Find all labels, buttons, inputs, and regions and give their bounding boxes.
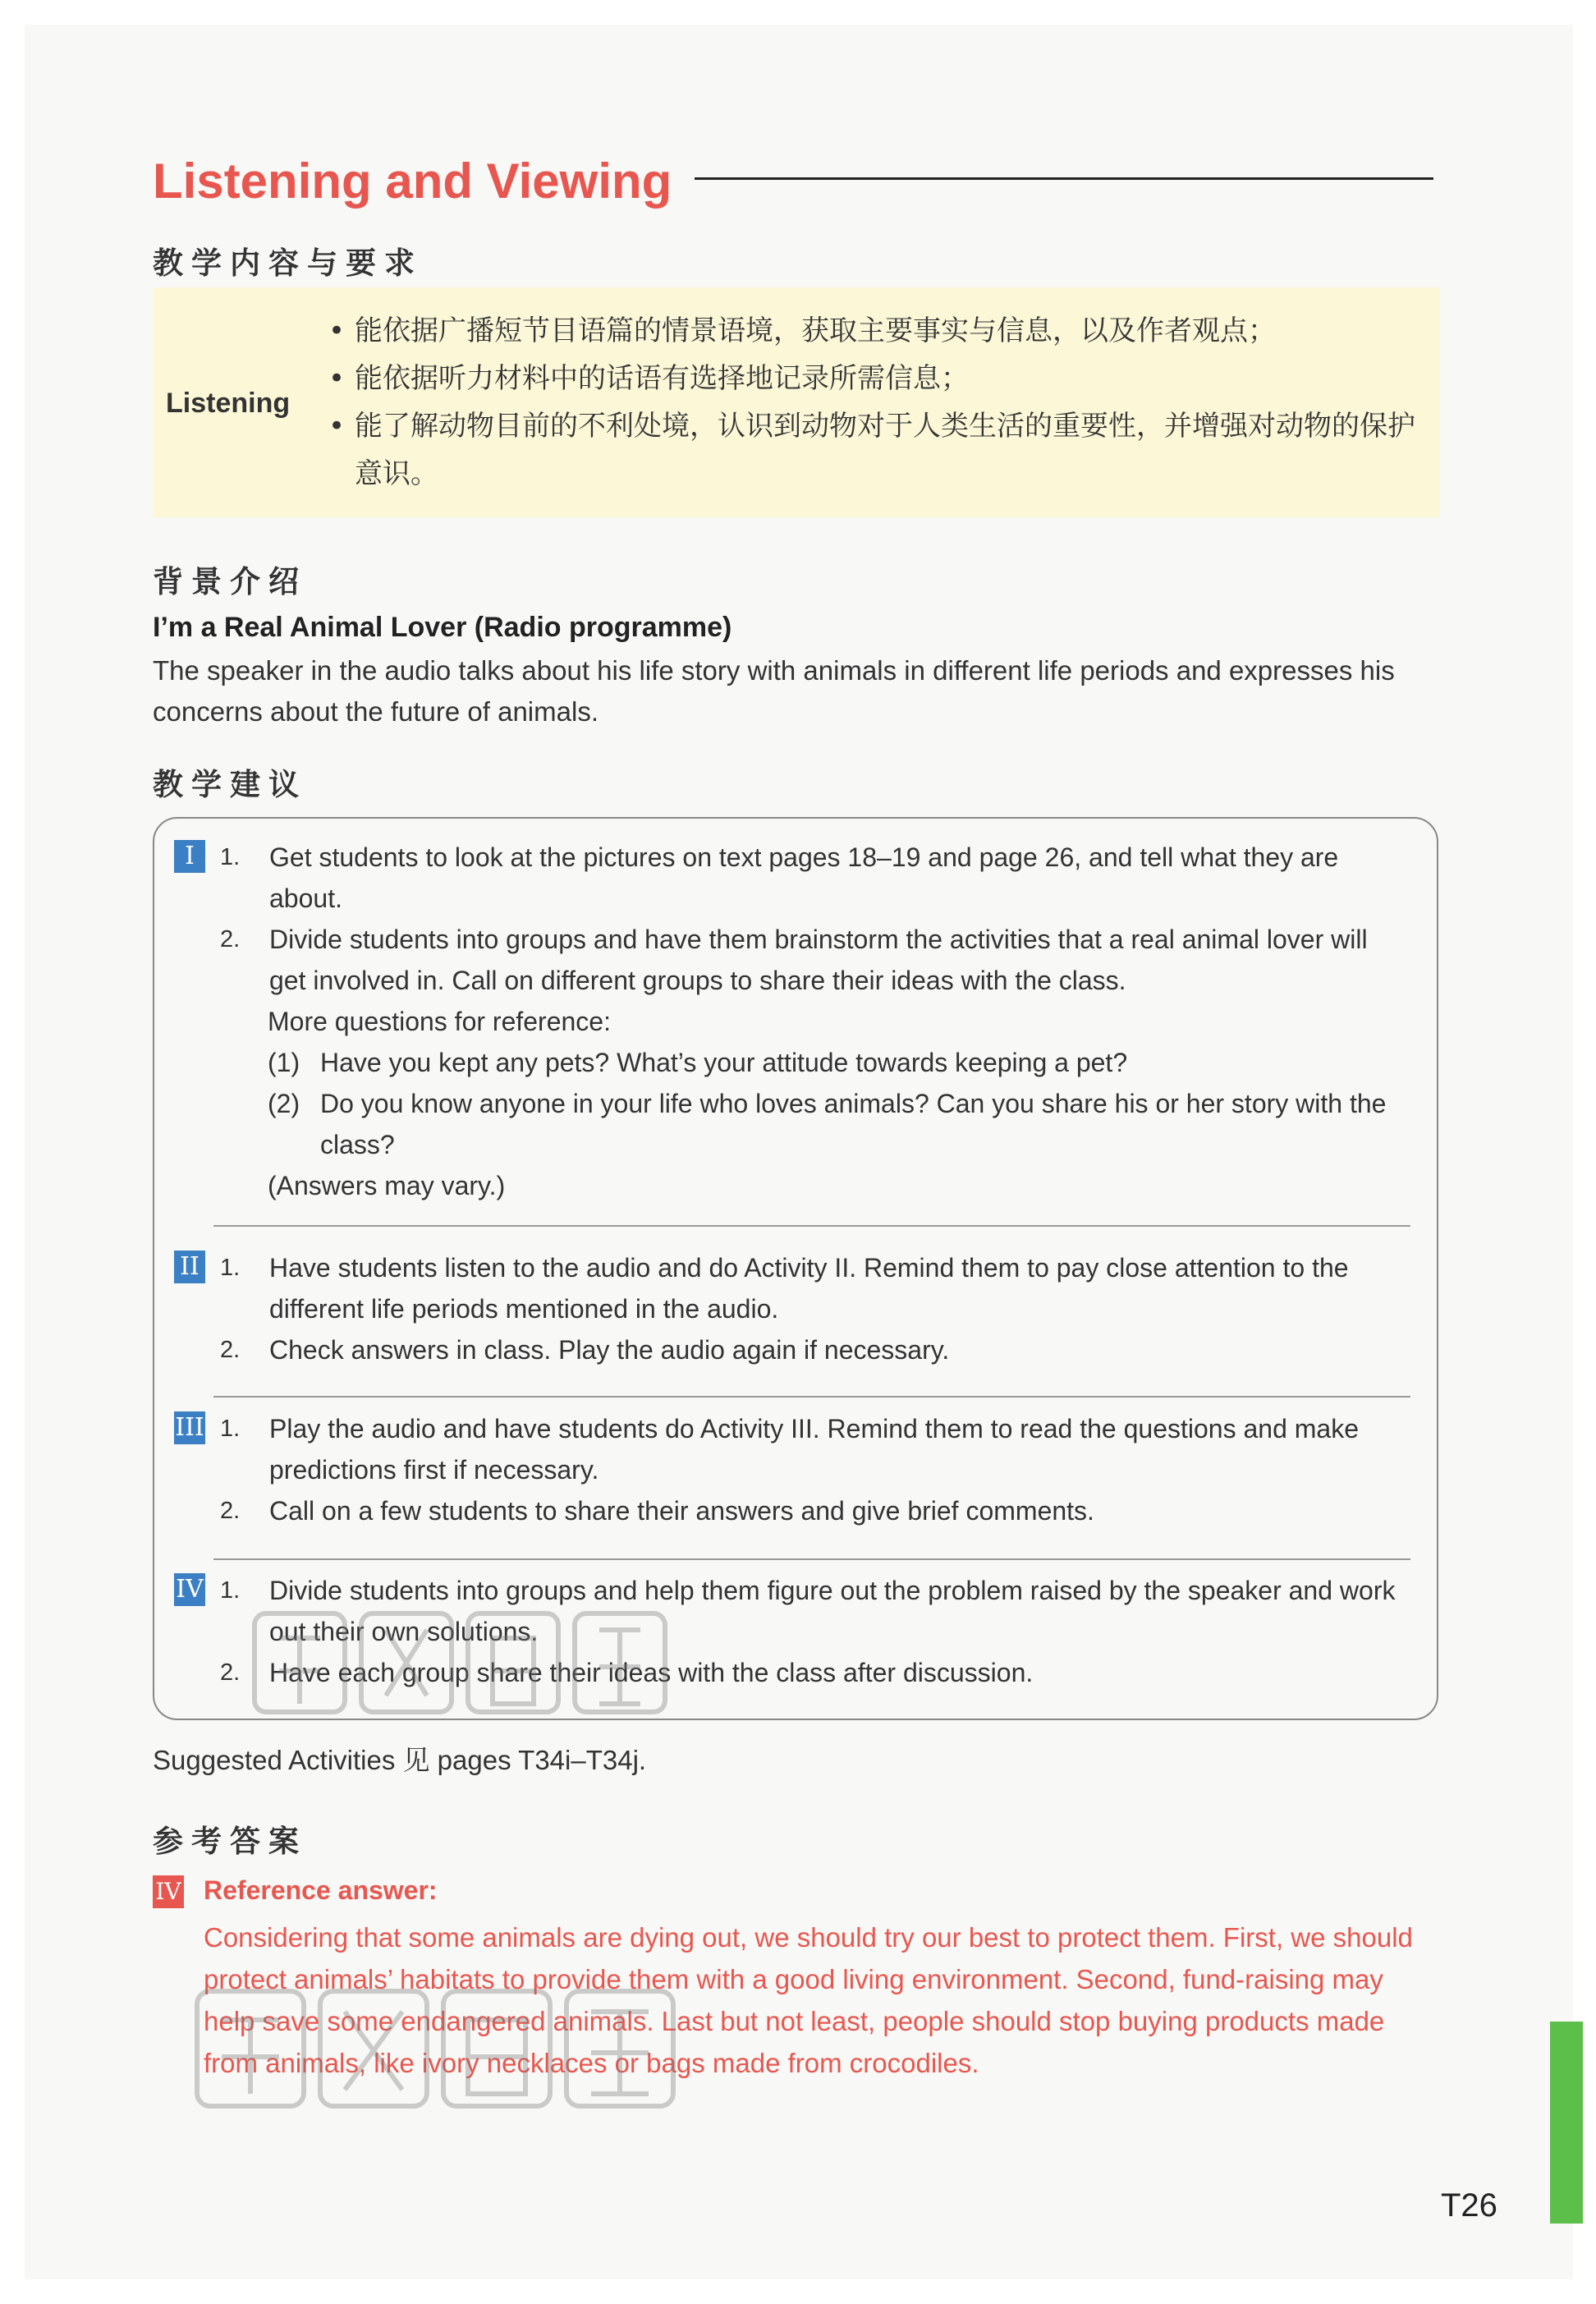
list-item: 2. Divide students into groups and have them brainstorm the activities that a real animal lover will get involved in. Call on different groups to share their ideas with the class.	[220, 925, 1368, 995]
answers-note: (Answers may vary.)	[268, 1171, 506, 1200]
bullet-icon: •	[328, 410, 346, 443]
reference-answer-text: Considering that some animals are dying out, we should try our best to protect them. First, we should protect animals’ habitats to provide them with a good living environment. Second, fund-raising may help save some endangered animals. Last but not least, people should stop buying products made from animals, like ivory necklaces or bags made from crocodiles.	[204, 1922, 1413, 2078]
list-item: 2. Have each group share their ideas with the class after discussion.	[220, 1658, 1034, 1687]
watermark-image	[189, 1967, 681, 2123]
section-divider	[213, 1396, 1410, 1398]
page-number: T26	[1441, 2187, 1497, 2224]
section-badge: II	[174, 1251, 205, 1283]
bullet-icon: •	[328, 314, 346, 347]
suggested-activities: Suggested Activities 见 pages T34i–T34j.	[153, 1745, 647, 1775]
requirements-label: Listening	[166, 388, 291, 419]
list-item: 1. Have students listen to the audio and do Activity II. Remind them to pay close attention to the different life periods mentioned in the audio.	[220, 1253, 1349, 1324]
more-questions: More questions for reference:	[268, 1007, 611, 1036]
answers-heading: 参考答案	[153, 1824, 307, 1859]
requirements-box	[153, 287, 1440, 517]
background-heading: 背景介绍	[153, 564, 307, 599]
requirement-item: • 能依据广播短节目语篇的情景语境，获取主要事实与信息，以及作者观点；	[328, 307, 1429, 355]
sub-item: (1) Have you kept any pets? What’s your attitude towards keeping a pet?	[268, 1048, 1128, 1077]
title-rule	[695, 177, 1433, 180]
background-title: I’m a Real Animal Lover (Radio programme)	[153, 612, 732, 643]
section-divider	[213, 1558, 1410, 1560]
sub-item: (2) Do you know anyone in your life who loves animals? Can you share his or her story with the class?	[268, 1089, 1387, 1159]
section-badge: IV	[174, 1573, 205, 1606]
watermark-image	[246, 1589, 673, 1728]
list-item: 1. Get students to look at the pictures on text pages 18–19 and page 26, and tell what they are about.	[220, 842, 1339, 913]
list-item: 2. Call on a few students to share their answers and give brief comments.	[220, 1496, 1094, 1526]
section-badge: III	[174, 1411, 205, 1444]
section-title	[153, 153, 1433, 210]
list-item: 1. Divide students into groups and help them figure out the problem raised by the speaker and work out their own solutions.	[220, 1576, 1396, 1646]
bullet-icon: •	[328, 362, 346, 395]
requirements-heading: 教学内容与要求	[153, 246, 423, 281]
section-badge: I	[174, 840, 205, 873]
reference-answer-label: Reference answer:	[204, 1875, 438, 1905]
background-text: The speaker in the audio talks about his life story with animals in different life periods and expresses his concerns about the future of animals.	[153, 655, 1395, 727]
suggestions-box	[153, 817, 1438, 1720]
requirement-item: • 能了解动物目前的不利处境，认识到动物对于人类生活的重要性，并增强对动物的保护意识。	[328, 402, 1429, 498]
list-item: 2. Check answers in class. Play the audio again if necessary.	[220, 1335, 950, 1365]
answer-badge: IV	[153, 1875, 184, 1908]
section-divider	[213, 1225, 1410, 1227]
page-edge-tab	[1550, 2022, 1583, 2224]
page-title: Listening and Viewing	[153, 154, 672, 209]
requirement-item: • 能依据听力材料中的话语有选择地记录所需信息；	[328, 355, 1429, 402]
requirements-list	[328, 307, 1429, 498]
list-item: 1. Play the audio and have students do Activity III. Remind them to read the questions and make predictions first if necessary.	[220, 1414, 1360, 1485]
suggestions-heading: 教学建议	[153, 767, 307, 802]
